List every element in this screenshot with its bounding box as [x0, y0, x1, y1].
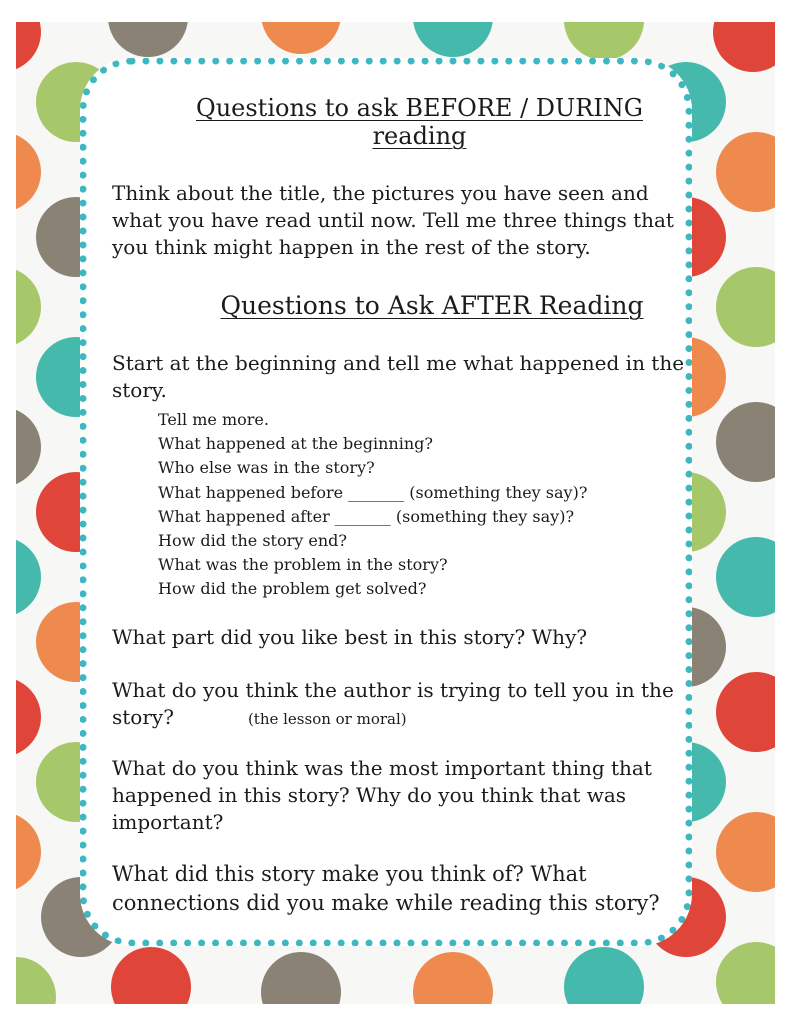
decorative-dot	[261, 22, 341, 54]
list-item: How did the story end?	[158, 531, 347, 551]
decorative-dot	[413, 22, 493, 57]
decorative-dot	[716, 402, 775, 482]
decorative-dot	[716, 537, 775, 617]
list-item: What happened at the beginning?	[158, 434, 433, 454]
decorative-dot	[111, 947, 191, 1004]
connections-prompt: What did this story make you think of? What connections did you make while reading this story?	[112, 861, 660, 915]
decorative-dot	[564, 22, 644, 60]
decorative-dot	[16, 132, 41, 212]
follow-up-questions	[158, 408, 687, 602]
decorative-dot	[16, 267, 41, 347]
decorative-dot	[16, 812, 41, 892]
decorative-dot	[16, 957, 56, 1004]
decorative-dot	[16, 22, 41, 72]
author-message-prompt	[112, 677, 687, 733]
favorite-part-prompt: What part did you like best in this story? Why?	[112, 624, 588, 649]
decorative-dot	[716, 942, 775, 1004]
after-reading-heading: Questions to Ask AFTER Reading	[220, 291, 644, 320]
decorative-dot	[713, 22, 775, 72]
decorative-dot	[716, 672, 775, 752]
list-item: How did the problem get solved?	[158, 579, 427, 599]
retell-prompt: Start at the beginning and tell me what happened in the story.	[112, 351, 685, 402]
before-during-heading: Questions to ask BEFORE / DURING reading	[196, 94, 643, 150]
decorative-dot	[16, 537, 41, 617]
decorative-dot	[16, 677, 41, 757]
decorative-dot	[716, 132, 775, 212]
list-item: Tell me more.	[158, 410, 269, 429]
decorative-dot	[261, 952, 341, 1004]
author-question: What do you think the author is trying to tell you in the story?	[112, 677, 674, 729]
decorative-dot	[16, 407, 41, 487]
decorative-dot	[564, 947, 644, 1004]
list-item: What happened after _______ (something they say)?	[158, 506, 575, 526]
lesson-note: (the lesson or moral)	[247, 709, 407, 728]
decorative-dot	[716, 267, 775, 347]
before-reading-prompt: Think about the title, the pictures you have seen and what you have read until now. Tell me three things that you think might happen in the rest of the story.	[112, 181, 674, 259]
list-item: What was the problem in the story?	[158, 555, 448, 575]
worksheet-content	[112, 94, 687, 918]
decorative-dot	[413, 952, 493, 1004]
decorative-dot	[716, 812, 775, 892]
list-item: What happened before _______ (something they say)?	[158, 482, 588, 502]
decorative-dot	[108, 22, 188, 57]
list-item: Who else was in the story?	[158, 458, 375, 478]
important-event-prompt: What do you think was the most important thing that happened in this story? Why do you think that was important?	[112, 755, 652, 834]
